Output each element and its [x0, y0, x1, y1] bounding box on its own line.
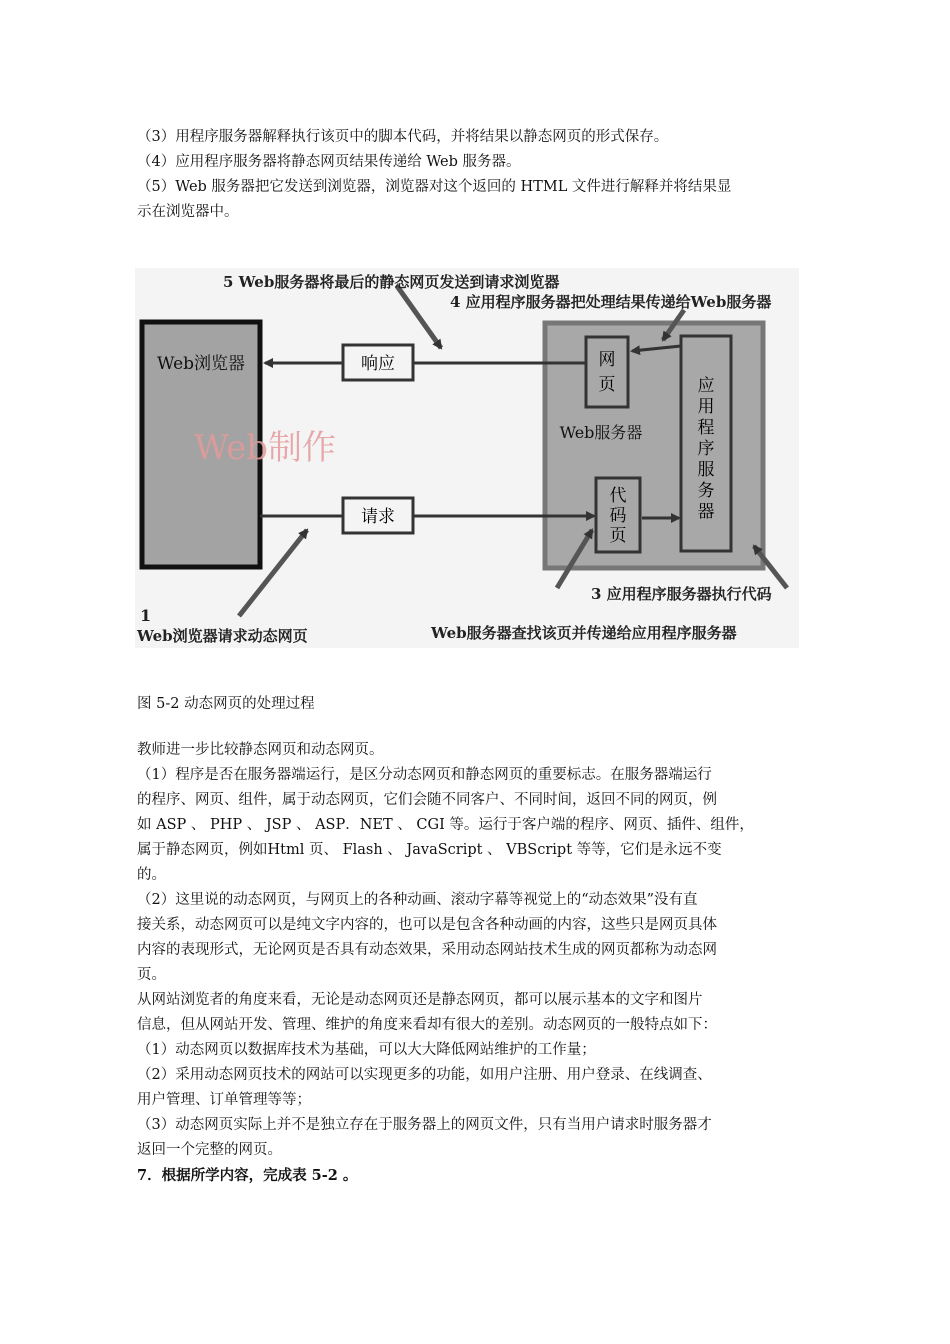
webpage-char: 页: [598, 375, 616, 395]
body-line: 页。: [137, 967, 166, 983]
app-server-char: 用: [697, 397, 715, 417]
body-line: （1）程序是否在服务器端运行，是区分动态网页和静态网页的重要标志。在服务器端运行: [137, 767, 712, 783]
annotation-5: 5 Web服务器将最后的静态网页发送到请求浏览器: [223, 273, 560, 291]
body-line: （2）这里说的动态网页，与网页上的各种动画、滚动字幕等视觉上的“动态效果”没有直: [137, 892, 698, 908]
app-server-char: 程: [697, 418, 715, 438]
body-line: 的程序、网页、组件，属于动态网页，它们会随不同客户、不同时间，返回不同的网页，例: [137, 792, 717, 808]
body-line: 接关系，动态网页可以是纯文字内容的，也可以是包含各种动画的内容，这些只是网页具体: [137, 917, 717, 933]
intro-line: 示在浏览器中。: [137, 204, 239, 220]
intro-paragraph: [137, 125, 817, 225]
response-label: 响应: [361, 354, 395, 374]
body-line: 属于静态网页，例如Html 页、 Flash 、 JavaScript 、 VBScript 等等，它们是永远不变: [137, 842, 722, 858]
body-line: 从网站浏览者的角度来看，无论是动态网页还是静态网页，都可以展示基本的文字和图片: [137, 992, 703, 1008]
app-server-char: 务: [697, 481, 715, 501]
app-server-char: 序: [697, 439, 715, 459]
dynamic-page-diagram: [135, 268, 799, 648]
body-line: 的。: [137, 867, 166, 883]
body-line: 返回一个完整的网页。: [137, 1142, 282, 1158]
annotation-2: Web服务器查找该页并传递给应用程序服务器: [431, 624, 737, 642]
app-server-char: 应: [697, 376, 715, 396]
annotation-1-number: 1: [140, 606, 152, 625]
codepage-char: 码: [609, 506, 627, 526]
request-label: 请求: [361, 507, 395, 527]
watermark-text: Web制作: [193, 428, 337, 468]
annotation-4: 4 应用程序服务器把处理结果传递给Web服务器: [450, 293, 772, 311]
annotation-1: Web浏览器请求动态网页: [137, 627, 308, 645]
intro-line: （5）Web 服务器把它发送到浏览器，浏览器对这个返回的 HTML 文件进行解释并将结果显: [137, 179, 732, 195]
body-line: 内容的表现形式，无论网页是否具有动态效果，采用动态网站技术生成的网页都称为动态网: [137, 942, 717, 958]
app-server-char: 器: [697, 502, 715, 522]
body-paragraphs: [137, 738, 817, 1188]
body-line: （3）动态网页实际上并不是独立存在于服务器上的网页文件，只有当用户请求时服务器才: [137, 1117, 712, 1133]
app-server-char: 服: [697, 460, 715, 480]
browser-label: Web浏览器: [156, 354, 246, 374]
intro-line: （4）应用程序服务器将静态网页结果传递给 Web 服务器。: [137, 154, 521, 170]
body-line: 如 ASP 、 PHP 、 JSP 、 ASP．NET 、 CGI 等。运行于客户端的程序、网页、插件、组件，: [137, 817, 754, 833]
body-line: （1）动态网页以数据库技术为基础，可以大大降低网站维护的工作量；: [137, 1042, 596, 1058]
codepage-char: 页: [609, 526, 627, 546]
body-line: （2）采用动态网页技术的网站可以实现更多的功能，如用户注册、用户登录、在线调查、: [137, 1067, 712, 1083]
figure-caption: 图 5-2 动态网页的处理过程: [137, 696, 315, 712]
intro-line: （3）用程序服务器解释执行该页中的脚本代码，并将结果以静态网页的形式保存。: [137, 129, 669, 145]
body-line: 教师进一步比较静态网页和动态网页。: [137, 742, 384, 758]
section-heading: 7．根据所学内容，完成表 5-2 。: [137, 1167, 358, 1184]
annotation-3: 3 应用程序服务器执行代码: [591, 585, 772, 603]
webpage-box: [586, 337, 628, 407]
body-line: 信息，但从网站开发、管理、维护的角度来看却有很大的差别。动态网页的一般特点如下：: [137, 1017, 717, 1033]
web-server-label: Web服务器: [559, 423, 643, 442]
body-line: 用户管理、订单管理等等；: [137, 1092, 311, 1108]
codepage-char: 代: [609, 486, 627, 506]
webpage-char: 网: [598, 350, 616, 370]
